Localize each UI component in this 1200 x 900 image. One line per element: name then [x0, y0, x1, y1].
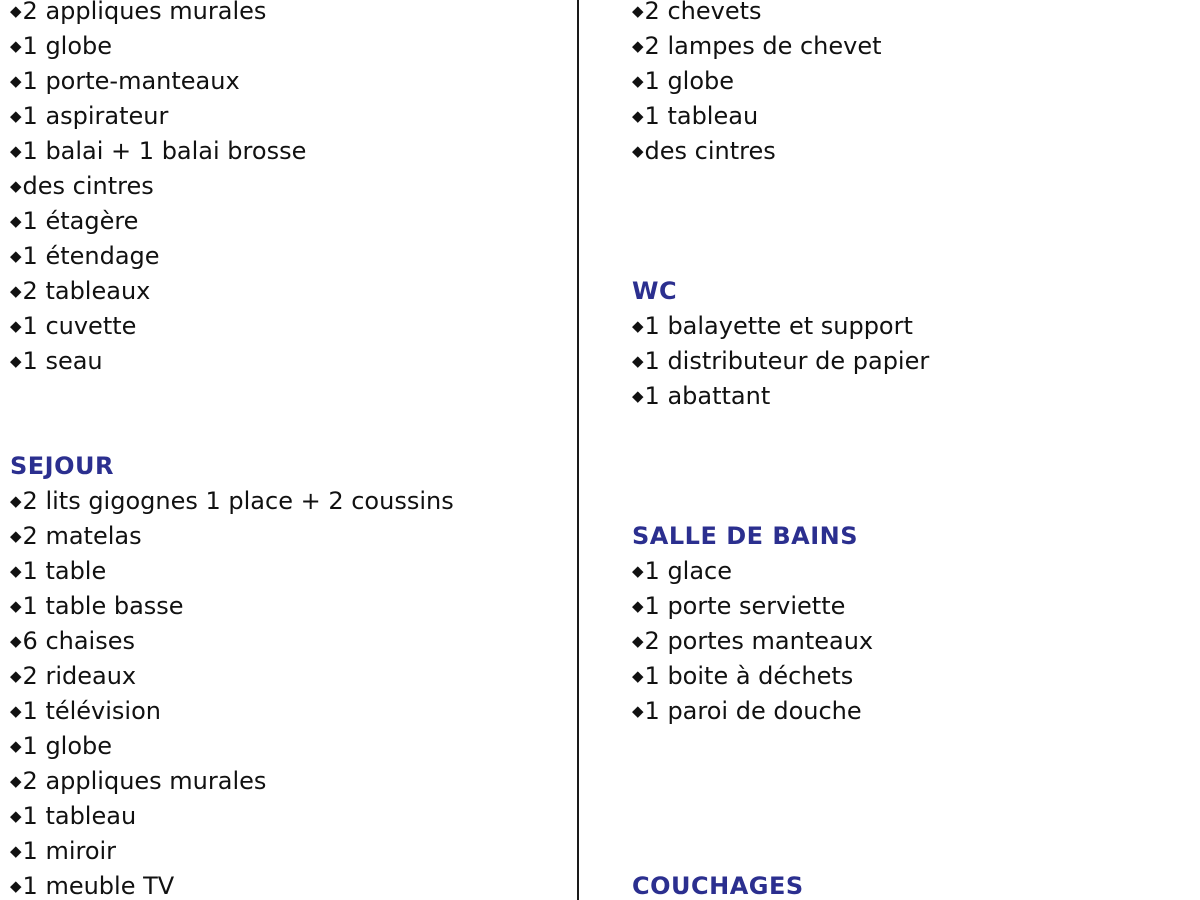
list-item-text: 2 lampes de chevet	[644, 32, 882, 60]
list-item-wc-1	[632, 344, 929, 379]
list-item-text: 2 chevets	[644, 0, 762, 25]
list-item-sejour-4	[10, 624, 135, 659]
list-item-left-10	[10, 344, 103, 379]
bullet-icon: ◆	[10, 212, 22, 230]
list-item-text: 1 table	[22, 557, 107, 585]
right-column	[632, 0, 1192, 900]
bullet-icon: ◆	[632, 352, 644, 370]
bullet-icon: ◆	[632, 667, 644, 685]
list-item-text: 2 lits gigognes 1 place + 2 coussins	[22, 487, 454, 515]
list-item-text: 2 tableaux	[22, 277, 151, 305]
bullet-icon: ◆	[10, 142, 22, 160]
list-item-text: 1 balai + 1 balai brosse	[22, 137, 307, 165]
list-item-text: 1 tableau	[22, 802, 137, 830]
list-item-sejour-10	[10, 834, 116, 869]
list-item-text: 1 seau	[22, 347, 103, 375]
bullet-icon: ◆	[10, 702, 22, 720]
list-item-sejour-11	[10, 869, 174, 900]
list-item-left-9	[10, 309, 136, 344]
list-item-sejour-5	[10, 659, 136, 694]
list-item-sejour-6	[10, 694, 161, 729]
list-item-wc-0	[632, 309, 913, 344]
list-item-text: 1 boite à déchets	[644, 662, 854, 690]
bullet-icon: ◆	[632, 702, 644, 720]
bullet-icon: ◆	[10, 667, 22, 685]
list-item-left-2	[10, 64, 240, 99]
bullet-icon: ◆	[10, 737, 22, 755]
list-item-sdb-4	[632, 694, 862, 729]
bullet-icon: ◆	[10, 562, 22, 580]
list-item-sejour-0	[10, 484, 454, 519]
list-item-text: 1 aspirateur	[22, 102, 169, 130]
section-title-sejour: SEJOUR	[10, 452, 114, 480]
bullet-icon: ◆	[632, 317, 644, 335]
bullet-icon: ◆	[10, 597, 22, 615]
bullet-icon: ◆	[10, 317, 22, 335]
list-item-sdb-2	[632, 624, 873, 659]
list-item-left-7	[10, 239, 160, 274]
bullet-icon: ◆	[10, 72, 22, 90]
bullet-icon: ◆	[10, 352, 22, 370]
bullet-icon: ◆	[10, 807, 22, 825]
list-item-sejour-2	[10, 554, 106, 589]
list-item-text: 1 porte-manteaux	[22, 67, 240, 95]
list-item-right-2	[632, 64, 734, 99]
list-item-text: 1 abattant	[644, 382, 771, 410]
list-item-text: 2 appliques murales	[22, 0, 267, 25]
list-item-wc-2	[632, 379, 770, 414]
bullet-icon: ◆	[10, 842, 22, 860]
list-item-text: 2 portes manteaux	[644, 627, 874, 655]
bullet-icon: ◆	[10, 632, 22, 650]
list-item-text: 6 chaises	[22, 627, 135, 655]
list-item-text: 1 globe	[22, 32, 113, 60]
list-item-text: 1 étendage	[22, 242, 160, 270]
list-item-left-1	[10, 29, 112, 64]
list-item-sdb-0	[632, 554, 732, 589]
list-item-text: 2 rideaux	[22, 662, 137, 690]
list-item-sejour-9	[10, 799, 136, 834]
list-item-text: 1 cuvette	[22, 312, 137, 340]
list-item-sejour-3	[10, 589, 184, 624]
bullet-icon: ◆	[632, 142, 644, 160]
list-item-sejour-8	[10, 764, 266, 799]
list-item-text: 1 globe	[644, 67, 735, 95]
bullet-icon: ◆	[10, 492, 22, 510]
bullet-icon: ◆	[10, 527, 22, 545]
list-item-right-4	[632, 134, 776, 169]
bullet-icon: ◆	[10, 2, 22, 20]
bullet-icon: ◆	[10, 107, 22, 125]
list-item-sdb-3	[632, 659, 853, 694]
list-item-text: 1 distributeur de papier	[644, 347, 930, 375]
section-title-couchages: COUCHAGES	[632, 872, 804, 900]
list-item-text: 1 glace	[644, 557, 733, 585]
list-item-left-8	[10, 274, 150, 309]
list-item-text: 1 tableau	[644, 102, 759, 130]
list-item-text: 1 étagère	[22, 207, 139, 235]
list-item-sejour-7	[10, 729, 112, 764]
list-item-left-4	[10, 134, 306, 169]
bullet-icon: ◆	[632, 107, 644, 125]
list-item-text: 1 porte serviette	[644, 592, 846, 620]
bullet-icon: ◆	[632, 387, 644, 405]
list-item-text: des cintres	[644, 137, 776, 165]
bullet-icon: ◆	[10, 247, 22, 265]
list-item-text: 2 appliques murales	[22, 767, 267, 795]
column-divider	[577, 0, 579, 900]
list-item-text: 1 paroi de douche	[644, 697, 862, 725]
bullet-icon: ◆	[632, 37, 644, 55]
section-title-salle-de-bains: SALLE DE BAINS	[632, 522, 859, 550]
bullet-icon: ◆	[10, 877, 22, 895]
list-item-right-1	[632, 29, 882, 64]
bullet-icon: ◆	[632, 72, 644, 90]
list-item-text: 2 matelas	[22, 522, 142, 550]
list-item-right-0	[632, 0, 762, 29]
list-item-left-3	[10, 99, 168, 134]
bullet-icon: ◆	[10, 772, 22, 790]
bullet-icon: ◆	[632, 562, 644, 580]
list-item-sdb-1	[632, 589, 845, 624]
left-column	[10, 0, 570, 900]
list-item-text: des cintres	[22, 172, 154, 200]
bullet-icon: ◆	[10, 37, 22, 55]
bullet-icon: ◆	[632, 2, 644, 20]
list-item-text: 1 télévision	[22, 697, 161, 725]
list-item-text: 1 meuble TV	[22, 872, 175, 900]
list-item-left-6	[10, 204, 138, 239]
bullet-icon: ◆	[632, 632, 644, 650]
bullet-icon: ◆	[10, 177, 22, 195]
list-item-right-3	[632, 99, 758, 134]
bullet-icon: ◆	[10, 282, 22, 300]
list-item-text: 1 miroir	[22, 837, 117, 865]
list-item-left-0	[10, 0, 266, 29]
list-item-text: 1 balayette et support	[644, 312, 913, 340]
list-item-text: 1 globe	[22, 732, 113, 760]
list-item-sejour-1	[10, 519, 142, 554]
list-item-left-5	[10, 169, 154, 204]
section-title-wc: WC	[632, 277, 678, 305]
bullet-icon: ◆	[632, 597, 644, 615]
list-item-text: 1 table basse	[22, 592, 184, 620]
